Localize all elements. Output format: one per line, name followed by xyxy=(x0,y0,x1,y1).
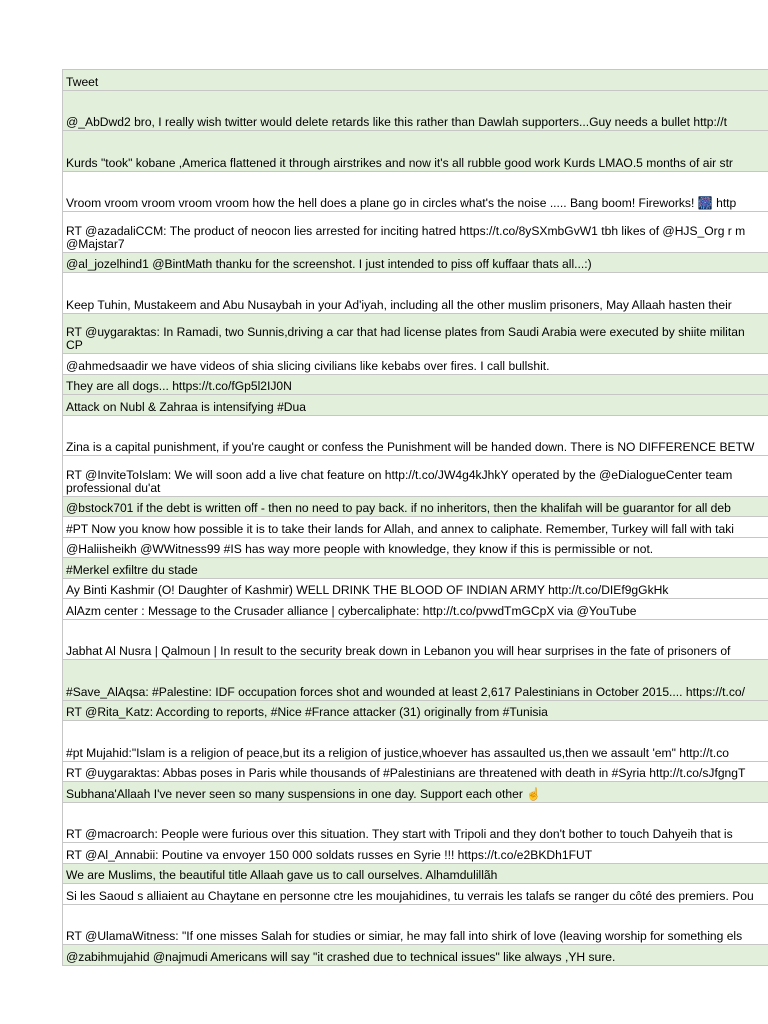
table-row[interactable] xyxy=(63,212,768,253)
cell-text: #pt Mujahid:"Islam is a religion of peace,but its a religion of justice,whoever has assaulted us,then we assault 'em" http://t.co xyxy=(66,745,729,760)
table-row[interactable] xyxy=(63,884,768,905)
cell-text: Zina is a capital punishment, if you're caught or confess the Punishment will be handed down. There is NO DIFFERENCE BETW xyxy=(66,440,755,454)
table-row[interactable] xyxy=(63,273,768,314)
cell-text: RT @uygaraktas: Abbas poses in Paris while thousands of #Palestinians are threatened with death in #Syria http://t.co/sJfgngT xyxy=(66,766,746,780)
table-row[interactable] xyxy=(63,701,768,722)
cell-text: CP xyxy=(66,338,83,352)
table-row[interactable] xyxy=(63,864,768,885)
header-label: Tweet xyxy=(66,74,99,89)
header-cell[interactable] xyxy=(63,70,768,91)
table-row[interactable] xyxy=(63,395,768,416)
table-row[interactable] xyxy=(63,172,768,213)
cell-text: Si les Saoud s alliaient au Chaytane en personne ctre les moujahidines, tu verrais les talafs se ranger du côté des premiers. Pou xyxy=(66,888,754,903)
table-row[interactable] xyxy=(63,131,768,172)
table-row[interactable] xyxy=(63,579,768,600)
table-row[interactable] xyxy=(63,456,768,497)
table-row[interactable] xyxy=(63,843,768,864)
cell-text: Keep Tuhin, Mustakeem and Abu Nusaybah in your Ad'iyah, including all the other muslim prisoners, May Allaah hasten their xyxy=(66,297,732,312)
cell-text: RT @azadaliCCM: The product of neocon lies arrested for inciting hatred https://t.co/8ySXmbGvW1 tbh likes of @HJS_Org r m xyxy=(66,223,746,238)
cell-text: AlAzm center : Message to the Crusader alliance | cybercaliphate: http://t.co/pvwdTmGCpX via @YouTube xyxy=(66,603,637,618)
cell-text: We are Muslims, the beautiful title Allaah gave us to call ourselves. Alhamdulillãh xyxy=(66,868,498,882)
cell-text: Attack on Nubl & Zahraa is intensifying #Dua xyxy=(66,399,306,414)
cell-text: @_AbDwd2 bro, I really wish twitter would delete retards like this rather than Dawlah supporters...Guy needs a bullet http://t xyxy=(66,115,727,129)
cell-text: #Merkel exfiltre du stade xyxy=(66,562,198,577)
table-row[interactable] xyxy=(63,762,768,783)
cell-text: #Save_AlAqsa: #Palestine: IDF occupation forces shot and wounded at least 2,617 Palestinians in October 2015.... https://t.co/ xyxy=(66,684,746,699)
table-row[interactable] xyxy=(63,620,768,661)
cell-text: @Haliisheikh @WWitness99 #IS has way more people with knowledge, they know if this is permissible or not. xyxy=(66,542,654,556)
table-row[interactable] xyxy=(63,517,768,538)
cell-text: @bstock701 if the debt is written off - then no need to pay back. if no inheritors, then the khalifah will be guarantor for all deb xyxy=(66,501,731,515)
table-row[interactable] xyxy=(63,558,768,579)
table-row[interactable] xyxy=(63,375,768,396)
table-row[interactable] xyxy=(63,354,768,375)
cell-text: professional du'at xyxy=(66,480,161,495)
cell-text: RT @UlamaWitness: "If one misses Salah for studies or simiar, he may fall into shirk of love (leaving worship for something els xyxy=(66,929,743,943)
table-row[interactable] xyxy=(63,416,768,457)
table-row[interactable] xyxy=(63,945,768,966)
cell-text: RT @Rita_Katz: According to reports, #Nice #France attacker (31) originally from #Tunisia xyxy=(66,705,548,719)
cell-text: Subhana'Allaah I've never seen so many suspensions in one day. Support each other ☝ xyxy=(66,786,542,801)
cell-text: RT @uygaraktas: In Ramadi, two Sunnis,driving a car that had license plates from Saudi Arabia were executed by shiite militan xyxy=(66,325,745,339)
cell-text: @al_jozelhind1 @BintMath thanku for the screenshot. I just intended to piss off kuffaar thats all...:) xyxy=(66,257,592,271)
table-row[interactable] xyxy=(63,599,768,620)
cell-text: Vroom vroom vroom vroom vroom how the hell does a plane go in circles what's the noise ..... Bang boom! Fireworks! 🎆 http xyxy=(66,196,737,210)
cell-text: @ahmedsaadir we have videos of shia slicing civilians like kebabs over fires. I call bullshit. xyxy=(66,358,550,373)
table-row[interactable] xyxy=(63,721,768,762)
cell-text: @zabihmujahid @najmudi Americans will say "it crashed due to technical issues" like always ,YH sure. xyxy=(66,949,616,964)
cell-text: RT @Al_Annabii: Poutine va envoyer 150 000 soldats russes en Syrie !!! https://t.co/e2BKDh1FUT xyxy=(66,847,593,862)
cell-text: RT @macroarch: People were furious over this situation. They start with Tripoli and they don't bother to touch Dahyeih that is xyxy=(66,827,733,841)
table-row[interactable] xyxy=(63,538,768,559)
cell-text: #PT Now you know how possible it is to take their lands for Allah, and annex to caliphate. Remember, Turkey will fall with taki xyxy=(66,521,734,536)
cell-text: Ay Binti Kashmir (O! Daughter of Kashmir) WELL DRINK THE BLOOD OF INDIAN ARMY http://t.co/DIEf9gGkHk xyxy=(66,583,669,597)
cell-text: RT @InviteToIslam: We will soon add a live chat feature on http://t.co/JW4g4kJhkY operated by the @eDialogueCenter team xyxy=(66,467,733,482)
table-row[interactable] xyxy=(63,497,768,518)
cell-text: @Majstar7 xyxy=(66,236,125,251)
table-row[interactable] xyxy=(63,660,768,701)
table-row[interactable] xyxy=(63,314,768,355)
tweet-table xyxy=(62,69,768,966)
cell-text: Jabhat Al Nusra | Qalmoun | In result to the security break down in Lebanon you will hear surprises in the fate of prisoners of xyxy=(66,644,731,658)
table-row[interactable] xyxy=(63,253,768,274)
cell-text: Kurds "took" kobane ,America flattened it through airstrikes and now it's all rubble good work Kurds LMAO.5 months of air str xyxy=(66,155,733,170)
table-row[interactable] xyxy=(63,905,768,946)
table-row[interactable] xyxy=(63,803,768,844)
table-row[interactable] xyxy=(63,91,768,132)
cell-text: They are all dogs... https://t.co/fGp5l2IJ0N xyxy=(66,379,292,393)
table-row[interactable] xyxy=(63,782,768,803)
